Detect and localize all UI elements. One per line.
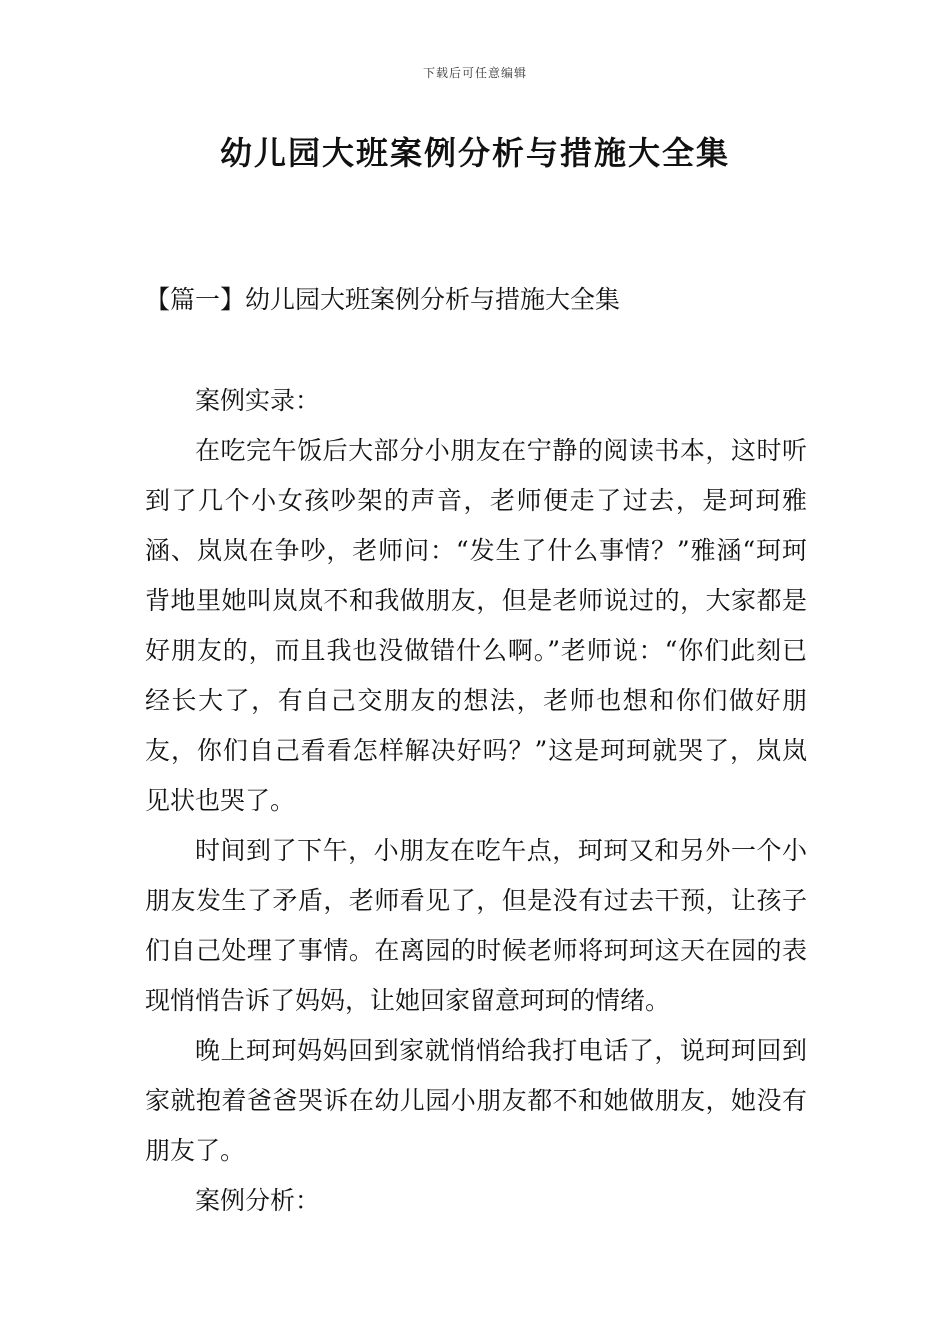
body-paragraph-2: 时间到了下午，小朋友在吃午点，珂珂又和另外一个小朋友发生了矛盾，老师看见了，但是没有过去干预，让孩子们自己处理了事情。在离园的时候老师将珂珂这天在园的表现悄悄告诉了妈妈，让她回家留意珂珂的情绪。 — [145, 836, 807, 1015]
case-record-label: 案例实录： — [195, 386, 321, 415]
case-analysis-label: 案例分析： — [195, 1186, 321, 1215]
section-heading: 【篇一】幼儿园大班案例分析与措施大全集 — [145, 285, 621, 314]
body-paragraph-1: 在吃完午饭后大部分小朋友在宁静的阅读书本，这时听到了几个小女孩吵架的声音，老师便走了过去，是珂珂雅涵、岚岚在争吵，老师问：“发生了什么事情？”雅涵“珂珂背地里她叫岚岚不和我做朋友，但是老师说过的，大家都是好朋友的，而且我也没做错什么啊。”老师说：“你们此刻已经长大了，有自己交朋友的想法，老师也想和你们做好朋友，你们自己看看怎样解决好吗？”这是珂珂就哭了，岚岚见状也哭了。 — [145, 436, 807, 815]
document-body — [145, 376, 807, 1226]
body-paragraph-3: 晚上珂珂妈妈回到家就悄悄给我打电话了，说珂珂回到家就抱着爸爸哭诉在幼儿园小朋友都不和她做朋友，她没有朋友了。 — [145, 1036, 807, 1165]
document-title: 幼儿园大班案例分析与措施大全集 — [219, 134, 730, 172]
watermark: 下载后可任意编辑 — [422, 66, 527, 80]
